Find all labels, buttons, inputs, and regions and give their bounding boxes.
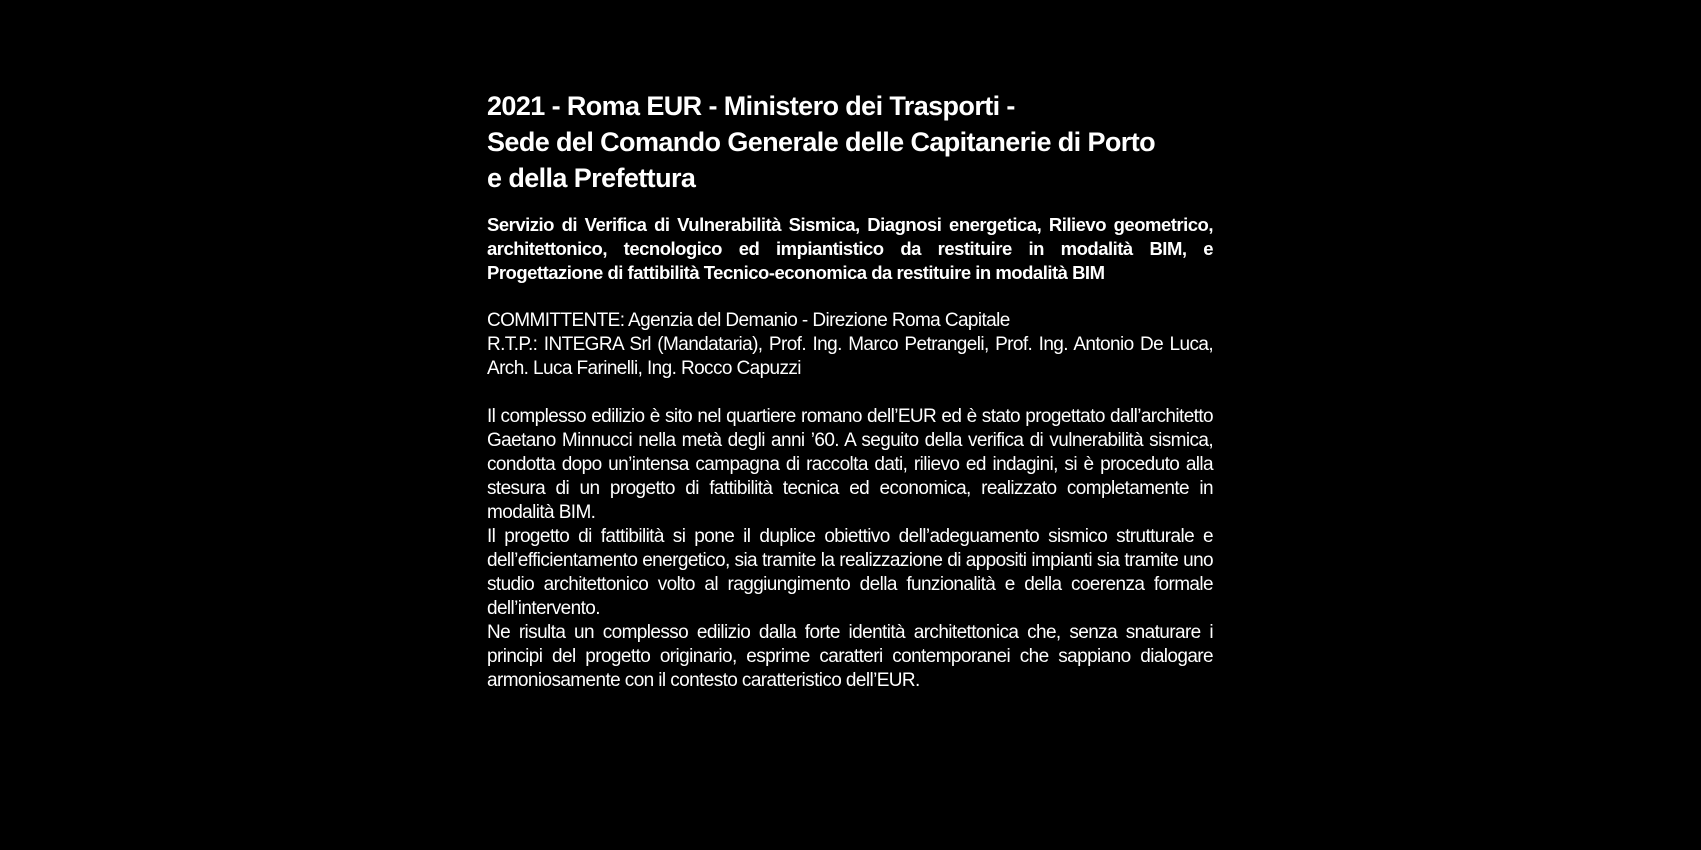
- project-title-line: e della Prefettura: [487, 163, 696, 193]
- project-title-line: Sede del Comando Generale delle Capitanerie di Porto: [487, 127, 1155, 157]
- body-paragraph: Ne risulta un complesso edilizio dalla forte identità architettonica che, senza snaturare i principi del progetto originario, esprime caratteri contemporanei che sappiano dialogare armoniosamente con il contesto caratteristico dell’EUR.: [487, 622, 1213, 691]
- client-line: COMMITTENTE: Agenzia del Demanio - Direzione Roma Capitale: [487, 310, 1010, 331]
- project-credits: [487, 309, 1213, 381]
- project-description: [487, 88, 1213, 693]
- body-paragraph: Il progetto di fattibilità si pone il duplice obiettivo dell’adeguamento sismico strutturale e dell’efficientamento energetico, sia tramite la realizzazione di appositi impianti sia tramite uno studio architettonico volto al raggiungimento della funzionalità e della coerenza formale dell’intervento.: [487, 526, 1213, 619]
- project-title-line: 2021 - Roma EUR - Ministero dei Trasporti -: [487, 91, 1015, 121]
- service-description: Servizio di Verifica di Vulnerabilità Sismica, Diagnosi energetica, Rilievo geometrico, architettonico, tecnologico ed impiantistico da restituire in modalità BIM, e Progettazione di fattibilità Tecnico-economica da restituire in modalità BIM: [487, 214, 1213, 283]
- project-title: [487, 88, 1213, 196]
- project-body: [487, 405, 1213, 693]
- rtp-line: R.T.P.: INTEGRA Srl (Mandataria), Prof. Ing. Marco Petrangeli, Prof. Ing. Antonio De Luca, Arch. Luca Farinelli, Ing. Rocco Capuzzi: [487, 334, 1213, 379]
- body-paragraph: Il complesso edilizio è sito nel quartiere romano dell’EUR ed è stato progettato dall’architetto Gaetano Minnucci nella metà degli anni ’60. A seguito della verifica di vulnerabilità sismica, condotta dopo un’intensa campagna di raccolta dati, rilievo ed indagini, si è proceduto alla stesura di un progetto di fattibilità tecnica ed economica, realizzato completamente in modalità BIM.: [487, 406, 1213, 523]
